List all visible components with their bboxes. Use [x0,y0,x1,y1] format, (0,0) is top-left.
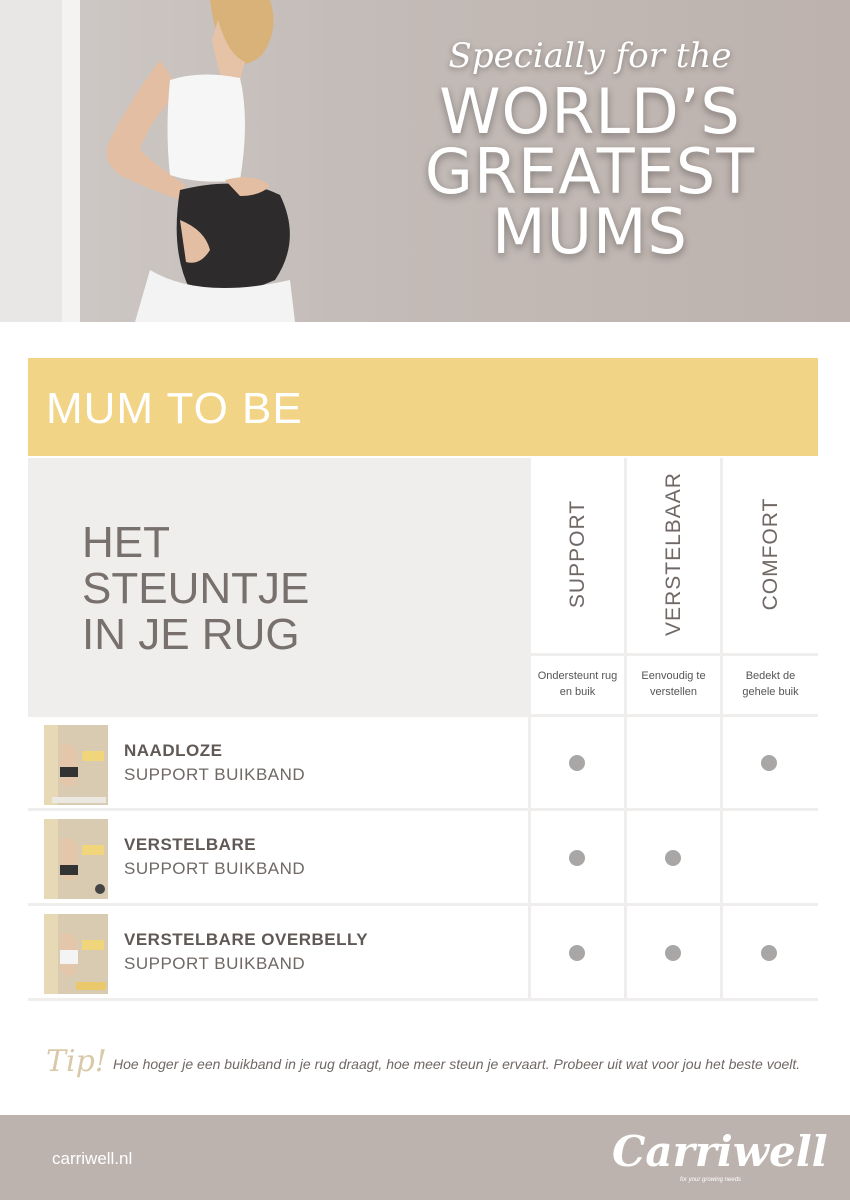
product-box-image [42,912,112,996]
column-label: VERSTELBAAR [661,472,685,636]
feature-dot [665,850,681,866]
column-description-line: en buik [559,686,596,698]
headline-line: GREATEST [424,135,756,208]
feature-dot [569,850,585,866]
table-title [82,520,309,658]
column-header-comfort [723,458,818,652]
brand-slogan: for your growing needs [680,1177,742,1183]
feature-dot [761,945,777,961]
product-box-image [42,723,112,807]
column-description [627,656,720,714]
feature-dot [569,945,585,961]
pregnant-woman-photo [40,0,340,322]
column-description-line: Eenvoudig te [641,670,706,682]
headline-line: MUMS [492,195,688,268]
table-title-line: HET [82,518,170,567]
footer [0,1115,850,1200]
column-description-line: Ondersteunt rug [537,670,618,682]
table-title-cell [28,458,528,714]
column-description-line: Bedekt de [745,670,796,682]
product-name: VERSTELBARE [124,835,257,854]
feature-dot [665,945,681,961]
column-label: COMFORT [758,497,782,611]
headline-line: WORLD’S [439,75,741,148]
column-header-support [531,458,624,652]
header-banner [0,0,850,322]
column-label: SUPPORT [565,499,589,609]
table-row [28,906,818,998]
divider [531,653,818,656]
column-header-verstelbaar [627,458,720,652]
section-band [28,358,818,456]
website-link[interactable]: carriwell.nl [52,1149,133,1168]
column-description-line: verstellen [649,686,698,698]
feature-dot [761,755,777,771]
feature-dot [569,755,585,771]
table-title-line: STEUNTJE [82,564,310,613]
tip-text: Hoe hoger je een buikband in je rug draagt, hoe meer steun je ervaart. Probeer uit wat voor jou het beste voelt. [113,1056,801,1072]
divider [28,998,818,1001]
column-description [723,656,818,714]
table-row [28,811,818,903]
section-title: MUM TO BE [46,384,303,433]
tip-label: Tip! [46,1044,107,1079]
product-name: NAADLOZE [124,741,223,760]
product-subtitle: SUPPORT BUIKBAND [124,765,306,784]
tagline: Specially for the [448,36,732,76]
product-box-image [42,817,112,901]
brand-logo: Carriwell [612,1127,828,1176]
headline [380,75,800,268]
table-title-line: IN JE RUG [82,610,300,659]
table-row [28,717,818,809]
product-name: VERSTELBARE OVERBELLY [124,930,369,949]
column-description [531,656,624,714]
product-subtitle: SUPPORT BUIKBAND [124,859,306,878]
product-subtitle: SUPPORT BUIKBAND [124,954,306,973]
column-description-line: gehele buik [742,686,799,698]
